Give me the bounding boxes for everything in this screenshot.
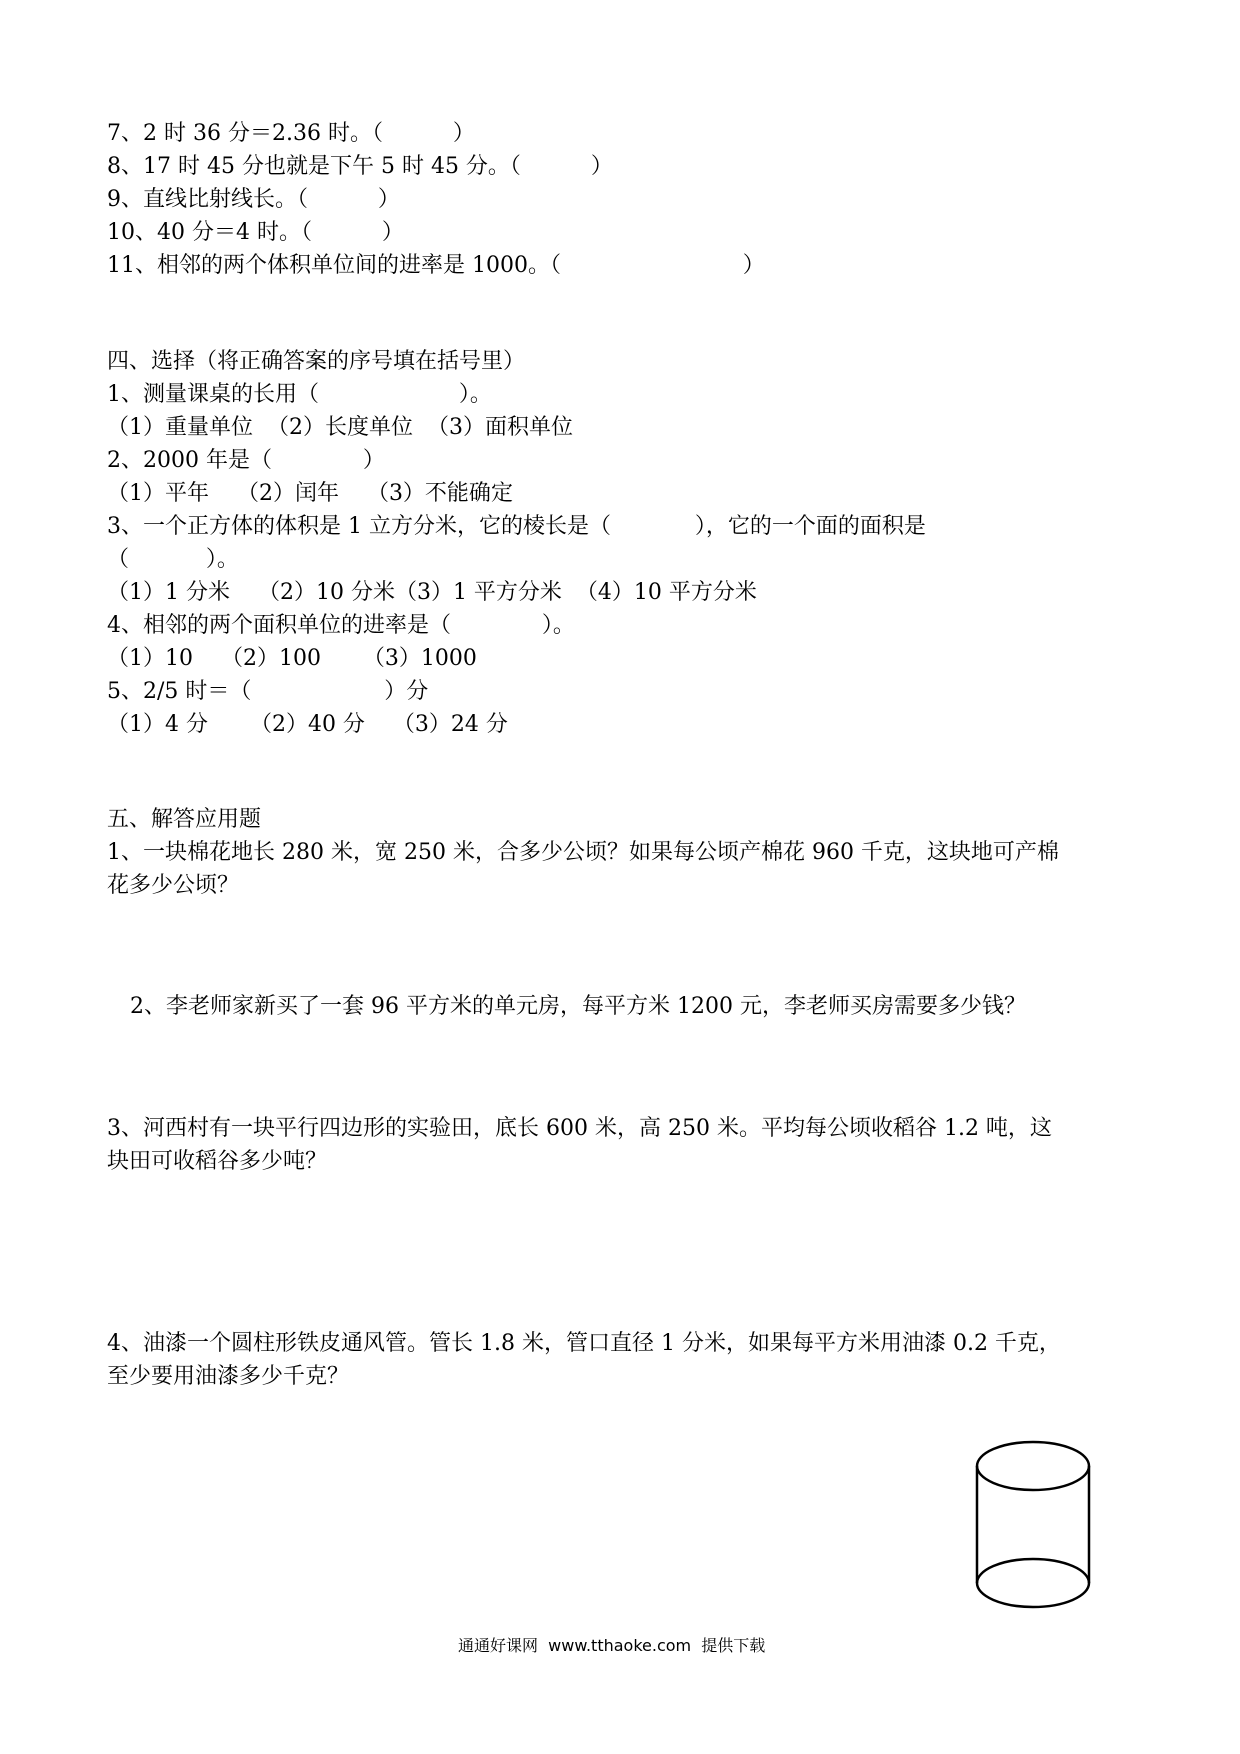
judge-item-10: 10、40 分＝4 时。（ ） (107, 220, 404, 245)
apply-section-title: 五、解答应用题 (107, 807, 262, 832)
apply-q2-line-1: 2、李老师家新买了一套 96 平方米的单元房，每平方米 1200 元，李老师买房需要多少钱？ (130, 994, 1026, 1019)
choice-line-11: （1）4 分 （2）40 分 （3）24 分 (107, 712, 508, 737)
choice-line-2: （1）重量单位 （2）长度单位 （3）面积单位 (107, 415, 573, 440)
footer-text: 通通好课网 www.tthaoke.com 提供下载 (458, 1636, 766, 1655)
choice-line-9: （1）10 （2）100 （3）1000 (107, 646, 477, 671)
choice-section-title: 四、选择（将正确答案的序号填在括号里） (107, 349, 526, 374)
choice-line-10: 5、2/5 时＝（ ）分 (107, 679, 429, 704)
cylinder-icon (968, 1440, 1098, 1610)
apply-q4-line-2: 至少要用油漆多少千克？ (107, 1364, 350, 1389)
apply-q3-line-2: 块田可收稻谷多少吨？ (107, 1149, 328, 1174)
judge-item-9: 9、直线比射线长。（ ） (107, 187, 400, 212)
choice-line-5: 3、一个正方体的体积是 1 立方分米，它的棱长是（ ），它的一个面的面积是 (107, 514, 926, 539)
judge-item-11: 11、相邻的两个体积单位间的进率是 1000。（ ） (107, 253, 765, 278)
judge-item-8: 8、17 时 45 分也就是下午 5 时 45 分。（ ） (107, 154, 613, 179)
apply-q1-line-2: 花多少公顷？ (107, 873, 240, 898)
choice-line-4: （1）平年 （2）闰年 （3）不能确定 (107, 481, 513, 506)
choice-line-3: 2、2000 年是（ ） (107, 448, 385, 473)
choice-line-7: （1）1 分米 （2）10 分米（3）1 平方分米 （4）10 平方分米 (107, 580, 757, 605)
judge-item-7: 7、2 时 36 分＝2.36 时。（ ） (107, 121, 475, 146)
apply-q3-line-1: 3、河西村有一块平行四边形的实验田，底长 600 米，高 250 米。平均每公顷收稻谷 1.2 吨，这 (107, 1116, 1052, 1141)
apply-q1-line-1: 1、一块棉花地长 280 米，宽 250 米，合多少公顷？如果每公顷产棉花 960 千克，这块地可产棉 (107, 840, 1059, 865)
apply-q4-line-1: 4、油漆一个圆柱形铁皮通风管。管长 1.8 米，管口直径 1 分米，如果每平方米用油漆 0.2 千克， (107, 1331, 1061, 1356)
choice-line-6: （ ）。 (107, 547, 239, 572)
choice-line-8: 4、相邻的两个面积单位的进率是（ ）。 (107, 613, 575, 638)
choice-line-1: 1、测量课桌的长用（ ）。 (107, 382, 492, 407)
